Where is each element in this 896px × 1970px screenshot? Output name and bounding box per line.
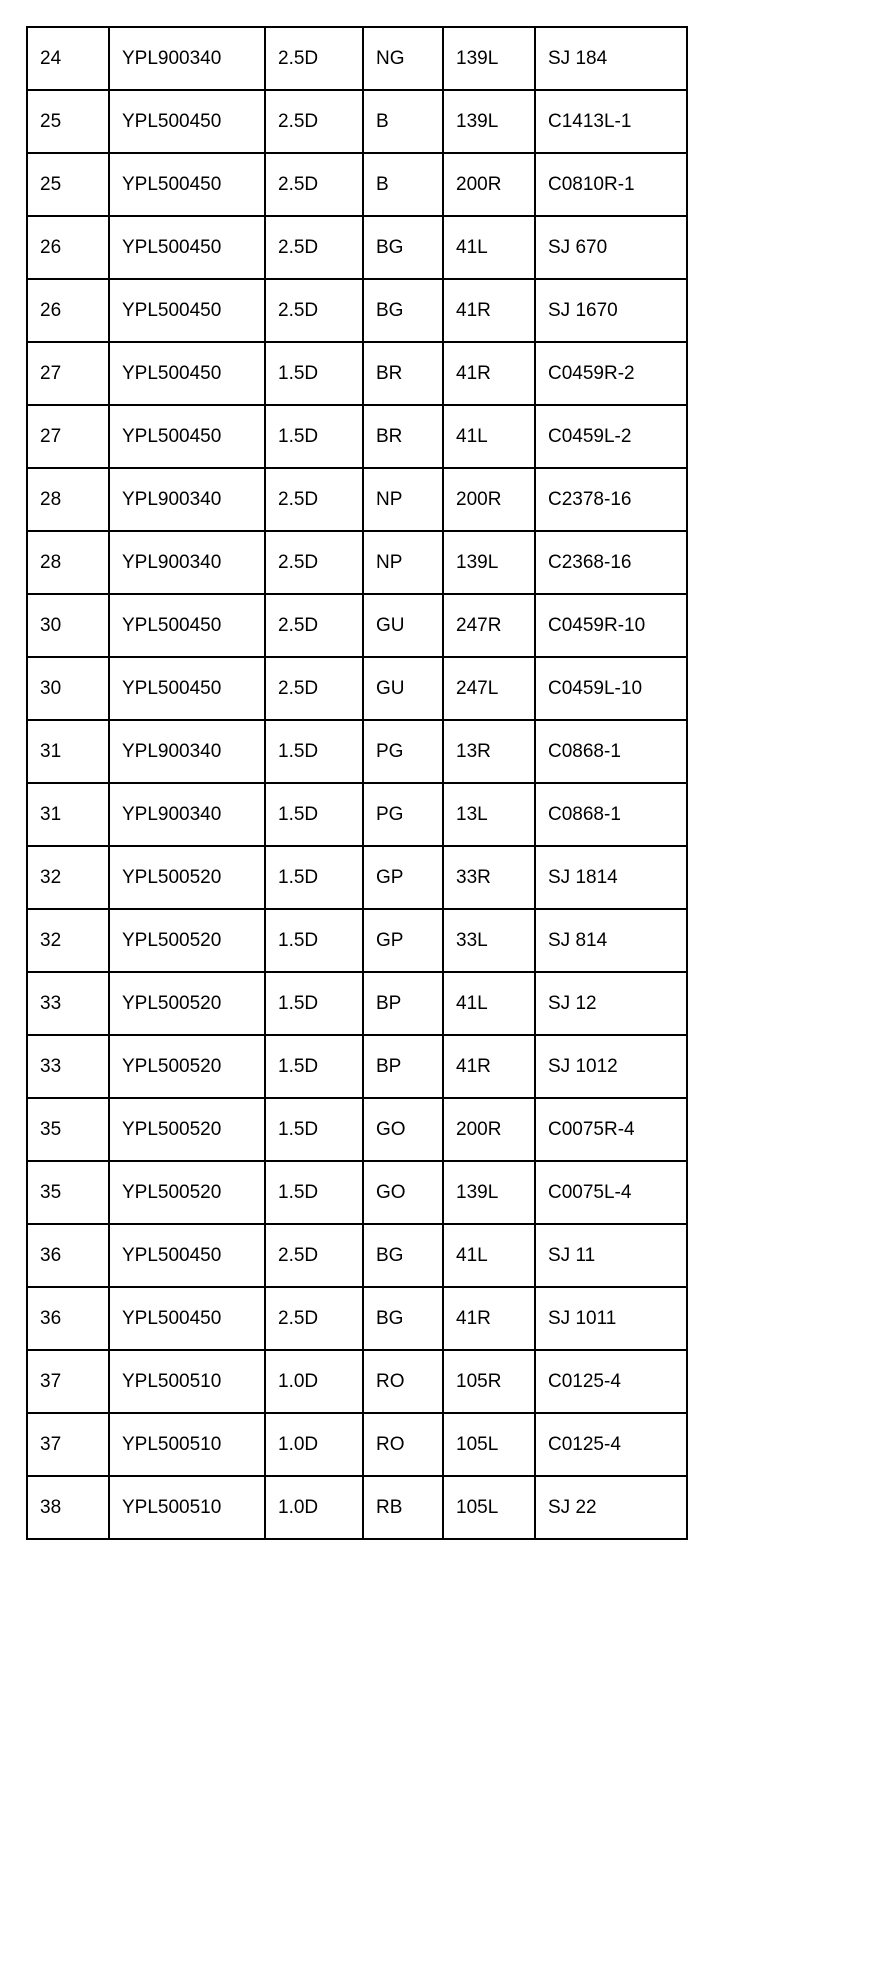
- table-row: [27, 783, 687, 846]
- table-cell: C2378-16: [535, 468, 687, 531]
- table-cell: 200R: [443, 153, 535, 216]
- data-table: [26, 26, 688, 1540]
- table-cell: 1.5D: [265, 720, 363, 783]
- table-row: [27, 1098, 687, 1161]
- table-cell: 1.5D: [265, 783, 363, 846]
- table-cell: GO: [363, 1098, 443, 1161]
- table-row: [27, 279, 687, 342]
- table-cell: C2368-16: [535, 531, 687, 594]
- table-cell: 2.5D: [265, 90, 363, 153]
- table-cell: YPL500450: [109, 657, 265, 720]
- table-cell: YPL900340: [109, 27, 265, 90]
- table-cell: 1.5D: [265, 405, 363, 468]
- table-cell: YPL500520: [109, 1098, 265, 1161]
- table-cell: 1.0D: [265, 1476, 363, 1539]
- table-cell: 105L: [443, 1476, 535, 1539]
- table-cell: 200R: [443, 468, 535, 531]
- table-cell: YPL500450: [109, 216, 265, 279]
- table-cell: 41R: [443, 1035, 535, 1098]
- table-row: [27, 1413, 687, 1476]
- table-cell: 247L: [443, 657, 535, 720]
- table-cell: 41R: [443, 279, 535, 342]
- table-cell: BR: [363, 405, 443, 468]
- table-cell: 1.5D: [265, 342, 363, 405]
- table-cell: YPL900340: [109, 468, 265, 531]
- table-cell: 28: [27, 468, 109, 531]
- table-cell: 33L: [443, 909, 535, 972]
- table-cell: NP: [363, 531, 443, 594]
- table-cell: 13L: [443, 783, 535, 846]
- table-row: [27, 909, 687, 972]
- table-cell: YPL500450: [109, 342, 265, 405]
- table-cell: 28: [27, 531, 109, 594]
- table-cell: YPL500450: [109, 90, 265, 153]
- table-cell: 2.5D: [265, 531, 363, 594]
- table-cell: SJ 12: [535, 972, 687, 1035]
- table-cell: 13R: [443, 720, 535, 783]
- table-cell: BG: [363, 216, 443, 279]
- table-cell: 2.5D: [265, 27, 363, 90]
- table-cell: BG: [363, 1224, 443, 1287]
- table-cell: YPL500520: [109, 972, 265, 1035]
- table-cell: RO: [363, 1413, 443, 1476]
- table-cell: C0075L-4: [535, 1161, 687, 1224]
- table-cell: 1.0D: [265, 1350, 363, 1413]
- table-cell: 26: [27, 216, 109, 279]
- table-cell: SJ 1012: [535, 1035, 687, 1098]
- table-cell: 1.5D: [265, 909, 363, 972]
- table-cell: 32: [27, 846, 109, 909]
- table-cell: GO: [363, 1161, 443, 1224]
- table-cell: BP: [363, 972, 443, 1035]
- table-cell: B: [363, 90, 443, 153]
- table-cell: YPL500450: [109, 1224, 265, 1287]
- table-cell: YPL900340: [109, 531, 265, 594]
- table-row: [27, 594, 687, 657]
- table-cell: RB: [363, 1476, 443, 1539]
- table-cell: 31: [27, 783, 109, 846]
- table-cell: YPL500510: [109, 1476, 265, 1539]
- table-cell: 2.5D: [265, 153, 363, 216]
- table-cell: PG: [363, 783, 443, 846]
- table-cell: 41L: [443, 1224, 535, 1287]
- table-cell: 2.5D: [265, 1224, 363, 1287]
- table-cell: 41R: [443, 342, 535, 405]
- table-row: [27, 1224, 687, 1287]
- table-cell: 26: [27, 279, 109, 342]
- table-row: [27, 846, 687, 909]
- table-cell: 1.5D: [265, 846, 363, 909]
- table-cell: 30: [27, 657, 109, 720]
- table-cell: NP: [363, 468, 443, 531]
- table-cell: 27: [27, 405, 109, 468]
- table-cell: GU: [363, 657, 443, 720]
- table-cell: YPL500520: [109, 846, 265, 909]
- table-cell: YPL900340: [109, 783, 265, 846]
- table-row: [27, 972, 687, 1035]
- table-cell: 1.5D: [265, 1098, 363, 1161]
- table-cell: 36: [27, 1287, 109, 1350]
- table-cell: 41L: [443, 972, 535, 1035]
- table-row: [27, 27, 687, 90]
- table-cell: 31: [27, 720, 109, 783]
- table-cell: 24: [27, 27, 109, 90]
- table-cell: 35: [27, 1098, 109, 1161]
- table-cell: 2.5D: [265, 1287, 363, 1350]
- table-row: [27, 405, 687, 468]
- table-cell: C0868-1: [535, 783, 687, 846]
- table-cell: GP: [363, 846, 443, 909]
- table-cell: 2.5D: [265, 594, 363, 657]
- table-cell: YPL500450: [109, 405, 265, 468]
- table-cell: 2.5D: [265, 279, 363, 342]
- table-cell: 247R: [443, 594, 535, 657]
- table-cell: SJ 1670: [535, 279, 687, 342]
- table-cell: C0075R-4: [535, 1098, 687, 1161]
- table-cell: GP: [363, 909, 443, 972]
- table-cell: BP: [363, 1035, 443, 1098]
- table-cell: SJ 184: [535, 27, 687, 90]
- table-cell: C1413L-1: [535, 90, 687, 153]
- table-cell: C0459L-10: [535, 657, 687, 720]
- table-cell: 2.5D: [265, 216, 363, 279]
- table-cell: YPL900340: [109, 720, 265, 783]
- table-cell: 30: [27, 594, 109, 657]
- table-cell: 2.5D: [265, 657, 363, 720]
- table-cell: 139L: [443, 531, 535, 594]
- table-cell: BR: [363, 342, 443, 405]
- table-cell: 105R: [443, 1350, 535, 1413]
- table-cell: 36: [27, 1224, 109, 1287]
- table-cell: YPL500450: [109, 279, 265, 342]
- table-cell: GU: [363, 594, 443, 657]
- table-cell: 105L: [443, 1413, 535, 1476]
- table-cell: RO: [363, 1350, 443, 1413]
- table-row: [27, 153, 687, 216]
- table-cell: SJ 1814: [535, 846, 687, 909]
- table-cell: 38: [27, 1476, 109, 1539]
- table-cell: PG: [363, 720, 443, 783]
- table-cell: 1.0D: [265, 1413, 363, 1476]
- table-cell: SJ 670: [535, 216, 687, 279]
- table-cell: 32: [27, 909, 109, 972]
- table-row: [27, 1287, 687, 1350]
- table-cell: 200R: [443, 1098, 535, 1161]
- table-cell: SJ 814: [535, 909, 687, 972]
- table-cell: 33: [27, 1035, 109, 1098]
- table-row: [27, 1350, 687, 1413]
- table-cell: YPL500520: [109, 1035, 265, 1098]
- table-cell: C0459L-2: [535, 405, 687, 468]
- table-cell: 27: [27, 342, 109, 405]
- table-cell: 25: [27, 90, 109, 153]
- table-row: [27, 531, 687, 594]
- table-cell: 41R: [443, 1287, 535, 1350]
- table-row: [27, 720, 687, 783]
- table-cell: SJ 1011: [535, 1287, 687, 1350]
- table-cell: C0125-4: [535, 1350, 687, 1413]
- table-cell: YPL500450: [109, 594, 265, 657]
- table-row: [27, 342, 687, 405]
- table-cell: NG: [363, 27, 443, 90]
- table-cell: 35: [27, 1161, 109, 1224]
- table-cell: C0868-1: [535, 720, 687, 783]
- table-cell: YPL500520: [109, 909, 265, 972]
- table-cell: YPL500520: [109, 1161, 265, 1224]
- table-cell: C0810R-1: [535, 153, 687, 216]
- table-cell: 33: [27, 972, 109, 1035]
- table-cell: B: [363, 153, 443, 216]
- table-row: [27, 1035, 687, 1098]
- table-cell: C0459R-2: [535, 342, 687, 405]
- table-cell: 1.5D: [265, 1161, 363, 1224]
- table-row: [27, 1476, 687, 1539]
- table-row: [27, 1161, 687, 1224]
- table-cell: SJ 11: [535, 1224, 687, 1287]
- table-container: [26, 26, 686, 1540]
- table-cell: 41L: [443, 405, 535, 468]
- table-cell: SJ 22: [535, 1476, 687, 1539]
- table-cell: BG: [363, 279, 443, 342]
- table-cell: 25: [27, 153, 109, 216]
- table-cell: 37: [27, 1350, 109, 1413]
- table-cell: 33R: [443, 846, 535, 909]
- table-cell: 139L: [443, 27, 535, 90]
- table-cell: YPL500510: [109, 1413, 265, 1476]
- table-cell: 37: [27, 1413, 109, 1476]
- table-body: [27, 27, 687, 1539]
- table-row: [27, 216, 687, 279]
- table-cell: 1.5D: [265, 972, 363, 1035]
- table-row: [27, 468, 687, 531]
- table-cell: C0125-4: [535, 1413, 687, 1476]
- table-cell: BG: [363, 1287, 443, 1350]
- table-cell: YPL500510: [109, 1350, 265, 1413]
- table-cell: 139L: [443, 90, 535, 153]
- table-cell: 1.5D: [265, 1035, 363, 1098]
- table-cell: YPL500450: [109, 1287, 265, 1350]
- table-cell: YPL500450: [109, 153, 265, 216]
- table-row: [27, 657, 687, 720]
- table-cell: C0459R-10: [535, 594, 687, 657]
- table-row: [27, 90, 687, 153]
- table-cell: 41L: [443, 216, 535, 279]
- table-cell: 139L: [443, 1161, 535, 1224]
- table-cell: 2.5D: [265, 468, 363, 531]
